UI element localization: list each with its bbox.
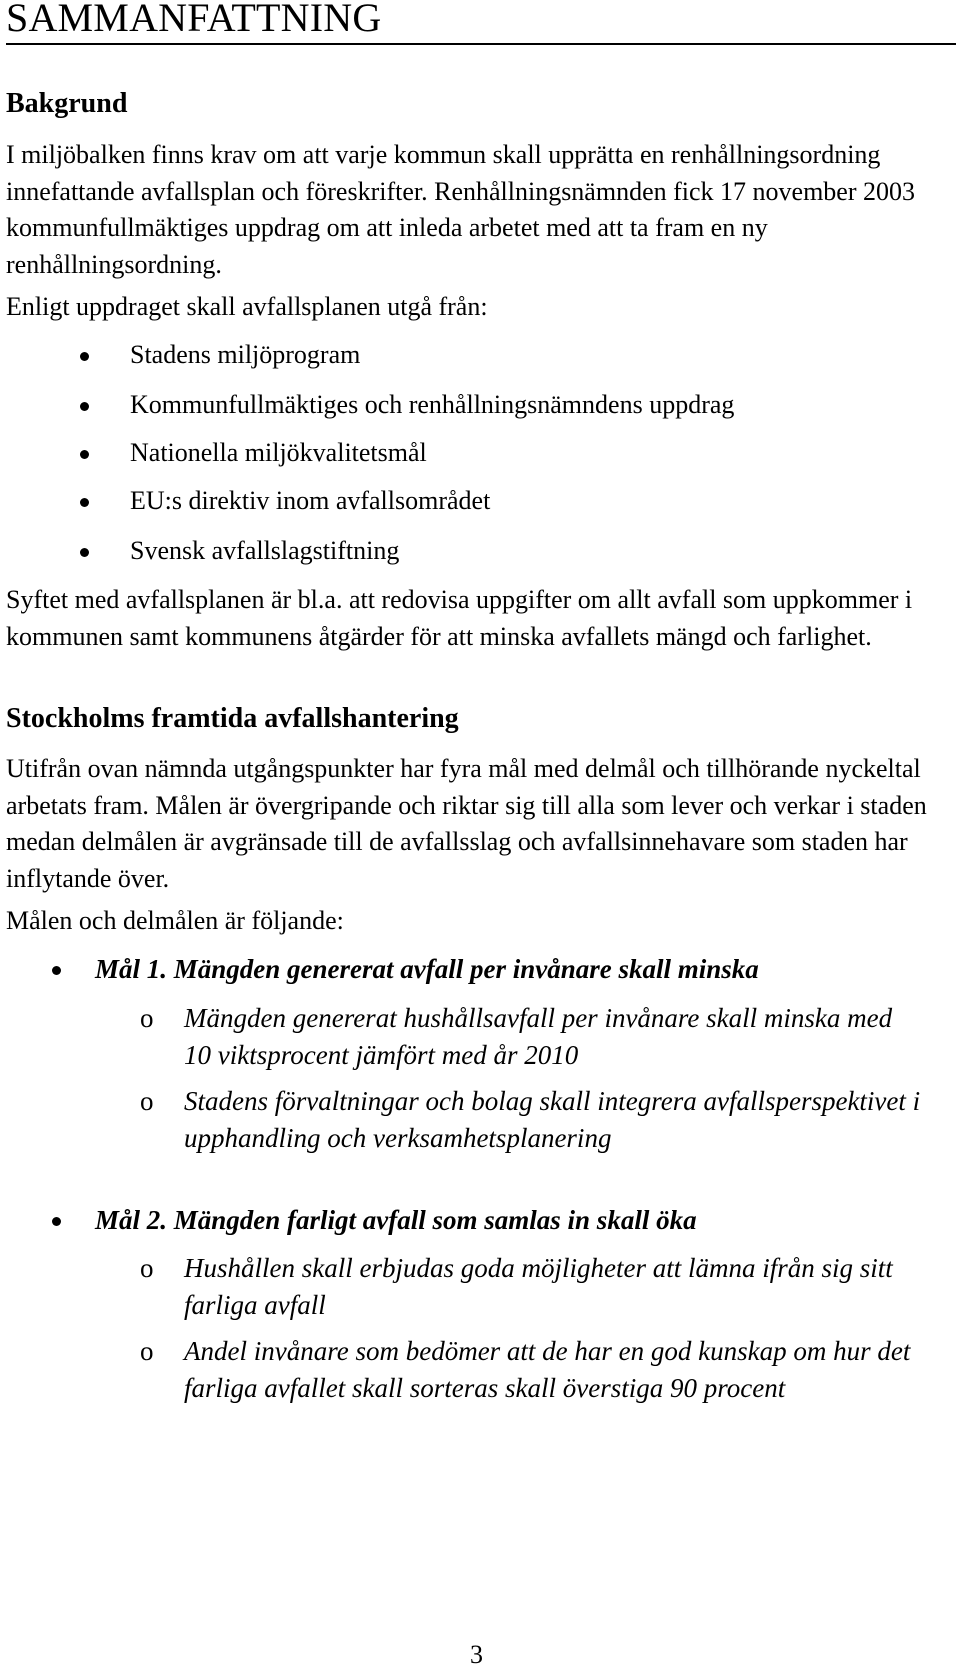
page-number: 3 [470, 1640, 483, 1669]
list-item [0, 483, 960, 519]
document-title: SAMMANFATTNING [6, 0, 382, 40]
subgoal-marker: o [140, 1003, 154, 1033]
list-item [0, 387, 960, 423]
subgoal-marker: o [140, 1336, 154, 1366]
subgoal-item [0, 1000, 960, 1074]
list-item [0, 435, 960, 471]
list-item-text: Nationella miljökvalitetsmål [130, 438, 427, 467]
list-item-text: Kommunfullmäktiges och renhållningsnämndens uppdrag [130, 390, 735, 419]
paragraph-future: Utifrån ovan nämnda utgångspunkter har fyra mål med delmål och tillhörande nyckeltal arbetats fram. Målen är övergripande och riktar sig till alla som lever och verkar i staden medan delmålen är avgränsade till de avfallsslag och avfallsinnehavare som staden har inflytande över. [6, 754, 927, 893]
bullet-icon [80, 450, 89, 459]
bullet-icon [80, 352, 89, 361]
list-item [0, 337, 960, 373]
goal-label: Mål 1. Mängden genererat avfall per invånare skall minska [95, 954, 759, 984]
paragraph-background: I miljöbalken finns krav om att varje kommun skall upprätta en renhållningsordning innefattande avfallsplan och föreskrifter. Renhållningsnämnden fick 17 november 2003 kommunfullmäktiges uppdrag om att inleda arbetet med att ta fram en ny renhållningsordning. [6, 140, 915, 279]
bullet-icon [80, 548, 89, 557]
subgoal-item [0, 1250, 960, 1324]
bullet-icon [52, 1217, 61, 1226]
heading-future: Stockholms framtida avfallshantering [6, 703, 459, 734]
heading-background: Bakgrund [6, 88, 128, 119]
bullet-icon [80, 498, 89, 507]
goal-item [0, 951, 960, 987]
subgoal-text: Stadens förvaltningar och bolag skall integrera avfallsperspektivet i upphandling och verksamhetsplanering [184, 1086, 921, 1153]
goal-label: Mål 2. Mängden farligt avfall som samlas in skall öka [95, 1205, 697, 1235]
goal-item [0, 1202, 960, 1238]
title-underline [6, 43, 956, 45]
list-item [0, 533, 960, 569]
list-item-text: Stadens miljöprogram [130, 340, 361, 369]
subgoal-item [0, 1333, 960, 1444]
bullet-icon [80, 402, 89, 411]
list-item-text: EU:s direktiv inom avfallsområdet [130, 486, 491, 515]
subgoal-item [0, 1083, 960, 1194]
bullet-icon [52, 966, 61, 975]
subgoal-text: Andel invånare som bedömer att de har en god kunskap om hur det farliga avfallet skall sorteras skall överstiga 90 procent [184, 1336, 911, 1403]
paragraph-purpose: Syftet med avfallsplanen är bl.a. att redovisa uppgifter om allt avfall som uppkommer i kommunen samt kommunens åtgärder för att minska avfallets mängd och farlighet. [6, 585, 913, 651]
subgoal-text: Hushållen skall erbjudas goda möjligheter att lämna ifrån sig sitt farliga avfall [184, 1253, 893, 1320]
paragraph-goals-intro: Målen och delmålen är följande: [6, 906, 344, 935]
paragraph-intro: Enligt uppdraget skall avfallsplanen utgå från: [6, 292, 488, 321]
subgoal-text: Mängden genererat hushållsavfall per invånare skall minska med 10 viktsprocent jämfört med år 2010 [184, 1003, 893, 1070]
subgoal-marker: o [140, 1253, 154, 1283]
subgoal-marker: o [140, 1086, 154, 1116]
list-item-text: Svensk avfallslagstiftning [130, 536, 400, 565]
